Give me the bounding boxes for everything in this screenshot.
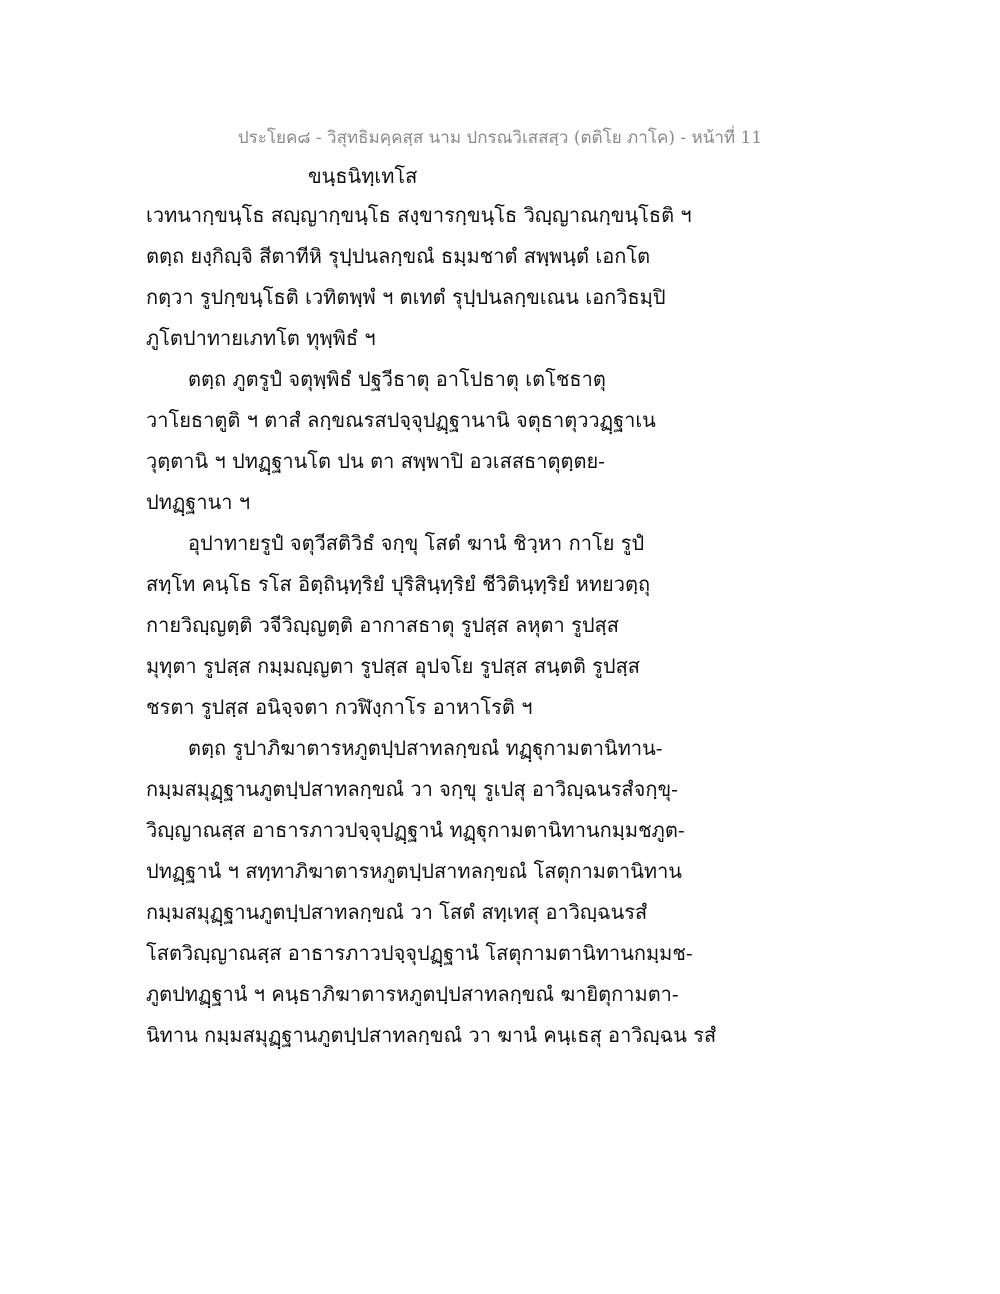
text-line: ภูโตปาทายเภทโต ทุพฺพิธํ ฯ	[146, 326, 376, 350]
paragraph-start-line: ตตฺถ รูปาภิฆาตารหภูตปฺปสาทลกฺขณํ ทฏฺฐุกามตานิทาน-	[188, 736, 663, 760]
text-line: วุตฺตานิ ฯ ปทฏฺฐานโต ปน ตา สพฺพาปิ อวเสสธาตุตฺตย-	[146, 449, 605, 473]
text-line: เวทนากฺขนฺโธ สญฺญากฺขนฺโธ สงฺขารกฺขนฺโธ วิญฺญาณกฺขนฺโธติ ฯ	[146, 203, 692, 227]
text-line: ปทฏฺฐานํ ฯ สทฺทาภิฆาตารหภูตปฺปสาทลกฺขณํ โสตุกามตานิทาน	[146, 859, 682, 883]
text-line: กมฺมสมุฏฺฐานภูตปฺปสาทลกฺขณํ วา จกฺขุ รูเปสุ อาวิญฺฉนรสํจกฺขุ-	[146, 777, 678, 801]
text-line: วิญฺญาณสฺส อาธารภาวปจฺจุปฏฺฐานํ ทฏฺฐุกามตานิทานกมฺมชภูต-	[146, 818, 685, 842]
text-line: ตตฺถ ยงฺกิญฺจิ สีตาทีหิ รุปฺปนลกฺขณํ ธมฺมชาตํ สพฺพนฺตํ เอกโต	[146, 244, 651, 268]
text-line: กตฺวา รูปกฺขนฺโธติ เวทิตพฺพํ ฯ ตเทตํ รุปฺปนลกฺขเณน เอกวิธมฺปิ	[146, 285, 666, 309]
paragraph-start-line: อุปาทายรูปํ จตุวีสติวิธํ จกฺขุ โสตํ ฆานํ ชิวฺหา กาโย รูปํ	[188, 531, 645, 555]
text-line: มุทุตา รูปสฺส กมฺมญฺญตา รูปสฺส อุปจโย รูปสฺส สนฺตติ รูปสฺส	[146, 654, 641, 678]
text-line: ภูตปทฏฺฐานํ ฯ คนฺธาภิฆาตารหภูตปฺปสาทลกฺขณํ ฆายิตุกามตา-	[146, 982, 679, 1006]
running-header: ประโยค๘ - วิสุทธิมคฺคสฺส นาม ปกรณวิเสสสฺว (ตติโย ภาโค) - หน้าที่ 11	[237, 128, 763, 148]
text-line: กายวิญฺญตฺติ วจีวิญฺญตฺติ อากาสธาตุ รูปสฺส ลหุตา รูปสฺส	[146, 613, 619, 637]
text-line: โสตวิญฺญาณสฺส อาธารภาวปจฺจุปฏฺฐานํ โสตุกามตานิทานกมฺมช-	[146, 941, 693, 965]
text-line: สทฺโท คนฺโธ รโส อิตฺถินฺทฺริยํ ปุริสินฺทฺริยํ ชีวิตินฺทฺริยํ หทยวตฺถุ	[146, 572, 651, 596]
text-line: นิทาน กมฺมสมุฏฺฐานภูตปฺปสาทลกฺขณํ วา ฆานํ คนฺเธสุ อาวิญฺฉน รสํ	[146, 1023, 717, 1047]
section-title: ขนฺธนิทฺเทโส	[308, 164, 418, 188]
text-line: ชรตา รูปสฺส อนิจฺจตา กวฬิงฺกาโร อาหาโรติ ฯ	[146, 695, 533, 719]
paragraph-start-line: ตตฺถ ภูตรูปํ จตุพฺพิธํ ปฐวีธาตุ อาโปธาตุ เตโชธาตุ	[188, 367, 606, 391]
text-line: ปทฏฺฐานา ฯ	[146, 490, 251, 514]
text-line: วาโยธาตูติ ฯ ตาสํ ลกฺขณรสปจฺจุปฏฺฐานานิ จตุธาตุววฏฺฐาเน	[146, 408, 656, 432]
text-line: กมฺมสมุฏฺฐานภูตปฺปสาทลกฺขณํ วา โสตํ สทฺเทสุ อาวิญฺฉนรสํ	[146, 900, 648, 924]
